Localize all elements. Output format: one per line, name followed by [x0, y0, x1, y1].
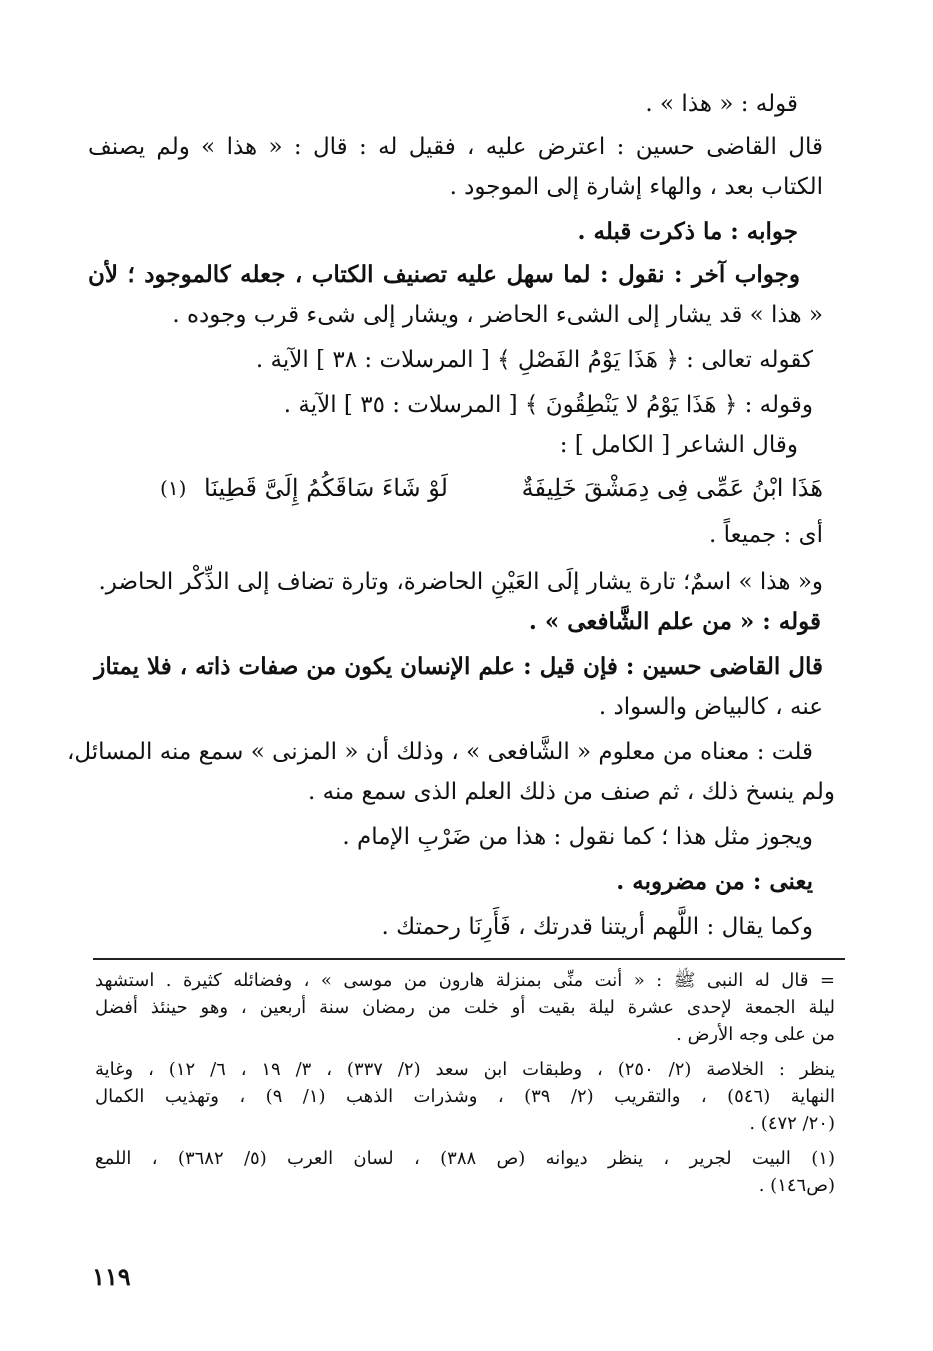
text-line: ويجوز مثل هذا ؛ كما نقول : هذا من ضَرْبِ الإمام .: [342, 824, 813, 850]
text-line: الكتاب بعد ، والهاء إشارة إلى الموجود .: [449, 174, 823, 200]
quran-citation: كقوله تعالى : ﴿ هَذَا يَوْمُ الفَصْلِ ﴾ [ المرسلات : ٣٨ ] الآية .: [255, 347, 813, 373]
text-line: جوابه : ما ذكرت قبله .: [577, 218, 798, 245]
text-line: وجواب آخر : نقول : لما سهل عليه تصنيف الكتاب ، جعله كالموجود ؛ لأن: [88, 261, 800, 288]
page-number: ١١٩: [92, 1262, 131, 1291]
text-line: وكما يقال : اللَّهم أريتنا قدرتك ، فَأَرِنَا رحمتك .: [381, 914, 813, 940]
footnote-line: (٢٠/ ٤٧٢) .: [749, 1113, 835, 1134]
footnote-line: (١) البيت لجرير ، ينظر ديوانه (ص ٣٨٨) ، لسان العرب (٥/ ٣٦٨٢) ، اللمع: [95, 1148, 835, 1169]
footnote-line: (ص١٤٦) .: [758, 1175, 835, 1196]
text-line: ولم ينسخ ذلك ، ثم صنف من ذلك العلم الذى سمع منه .: [308, 779, 835, 805]
text-line: يعنى : من مضروبه .: [616, 868, 813, 895]
footnote-line: ليلة الجمعة لإحدى عشرة ليلة بقيت أو خلت من رمضان سنة أربعين ، وهو حينئذ أفضل: [95, 997, 835, 1018]
text-line: عنه ، كالبياض والسواد .: [598, 694, 823, 720]
heading-qawluhu-hadha: قوله : « هذا » .: [645, 91, 798, 117]
heading-min-ilm: قوله : « من علم الشَّافعى » .: [528, 608, 821, 635]
quran-citation: وقوله : ﴿ هَذَا يَوْمُ لا يَنْطِقُونَ ﴾ [ المرسلات : ٣٥ ] الآية .: [283, 392, 813, 418]
verse-hemistich-second: لَوْ شَاءَ سَاقَكُمُ إِلَىَّ قَطِينَا: [204, 474, 448, 502]
footnote-line: من على وجه الأرض .: [676, 1024, 835, 1045]
text-line: و« هذا » اسمٌ؛ تارة يشار إلَى العَيْنِ الحاضرة، وتارة تضاف إلى الذِّكْر الحاضر.: [98, 569, 823, 595]
footnote-marker: (١): [160, 476, 187, 500]
footnote-line: = قال له النبى ﷺ : « أنت منِّى بمنزلة هارون من موسى » ، وفضائله كثيرة . استشهد: [95, 970, 835, 991]
text-line: قال القاضى حسين : اعترض عليه ، فقيل له : قال : « هذا » ولم يصنف: [88, 134, 823, 160]
text-line: قلت : معناه من معلوم « الشَّافعى » ، وذلك أن « المزنى » سمع منه المسائل،: [66, 739, 813, 765]
verse-hemistich-first: هَذَا ابْنُ عَمِّى فِى دِمَشْقَ خَلِيفَةٌ: [521, 474, 823, 502]
footnote-separator: [93, 958, 845, 960]
poet-intro: وقال الشاعر [ الكامل ] :: [559, 432, 798, 458]
text-line: قال القاضى حسين : فإن قيل : علم الإنسان يكون من صفات ذاته ، فلا يمتاز: [94, 653, 823, 680]
text-line: أى : جميعاً .: [709, 522, 823, 548]
text-line: « هذا » قد يشار إلى الشىء الحاضر ، ويشار إلى شىء قرب وجوده .: [172, 302, 823, 328]
footnote-line: ينظر : الخلاصة (٢/ ٢٥٠) ، وطبقات ابن سعد (٢/ ٣٣٧) ، ٣/ ١٩ ، ٦/ ١٢) ، وغاية: [95, 1059, 836, 1080]
footnote-line: النهاية (٥٤٦) ، والتقريب (٢/ ٣٩) ، وشذرات الذهب (١/ ٩) ، وتهذيب الكمال: [95, 1086, 836, 1107]
